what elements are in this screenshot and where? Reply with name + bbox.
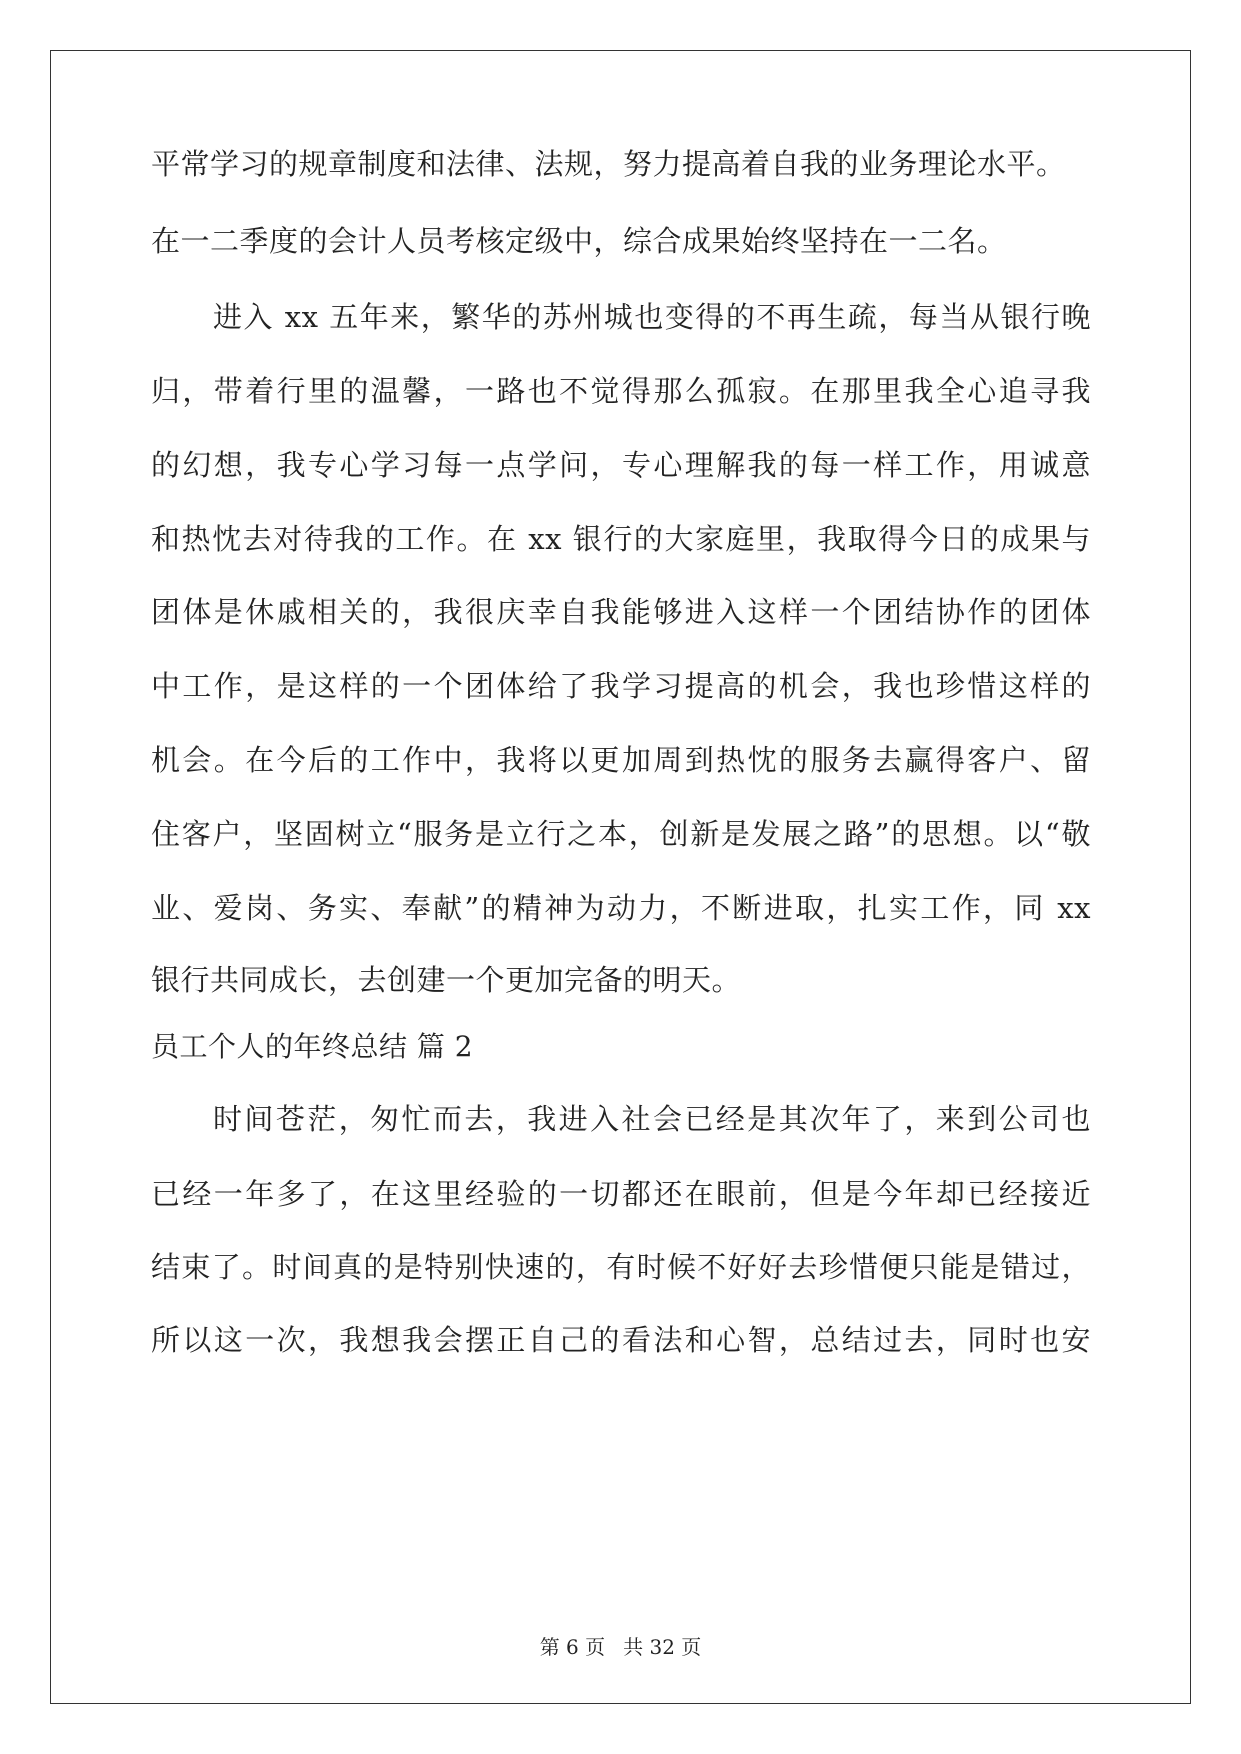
body-line: 住客户，坚固树立“服务是立行之本，创新是发展之路”的思想。以“敬	[151, 817, 1091, 851]
paragraph-first-line: 进入 xx 五年来，繁华的苏州城也变得的不再生疏，每当从银行晚	[213, 300, 1091, 334]
page-number: 第 6 页	[539, 1635, 606, 1659]
body-line: 银行共同成长，去创建一个更加完备的明天。	[151, 963, 742, 997]
body-line: 和热忱去对待我的工作。在 xx 银行的大家庭里，我取得今日的成果与	[151, 522, 1091, 556]
body-line: 已经一年多了，在这里经验的一切都还在眼前，但是今年却已经接近	[151, 1177, 1091, 1211]
body-line: 在一二季度的会计人员考核定级中，综合成果始终坚持在一二名。	[151, 224, 1007, 258]
body-line: 平常学习的规章制度和法律、法规，努力提高着自我的业务理论水平。	[151, 147, 1066, 181]
body-line: 归，带着行里的温馨，一路也不觉得那么孤寂。在那里我全心追寻我	[151, 374, 1091, 408]
body-line: 业、爱岗、务实、奉献”的精神为动力，不断进取，扎实工作，同 xx	[151, 891, 1091, 925]
body-line: 的幻想，我专心学习每一点学问，专心理解我的每一样工作，用诚意	[151, 448, 1091, 482]
body-line: 所以这一次，我想我会摆正自己的看法和心智，总结过去，同时也安	[151, 1323, 1091, 1357]
paragraph-first-line: 时间苍茫，匆忙而去，我进入社会已经是其次年了，来到公司也	[213, 1102, 1091, 1136]
page-total: 共 32 页	[623, 1635, 702, 1659]
section-heading: 员工个人的年终总结 篇 2	[151, 1030, 474, 1063]
page-frame	[50, 50, 1191, 1704]
body-line: 中工作，是这样的一个团体给了我学习提高的机会，我也珍惜这样的	[151, 669, 1091, 703]
body-line: 结束了。时间真的是特别快速的，有时候不好好去珍惜便只能是错过，	[151, 1250, 1091, 1284]
body-line: 机会。在今后的工作中，我将以更加周到热忱的服务去赢得客户、留	[151, 743, 1091, 777]
page-footer	[0, 1631, 1241, 1660]
body-line: 团体是休戚相关的，我很庆幸自我能够进入这样一个团结协作的团体	[151, 595, 1091, 629]
